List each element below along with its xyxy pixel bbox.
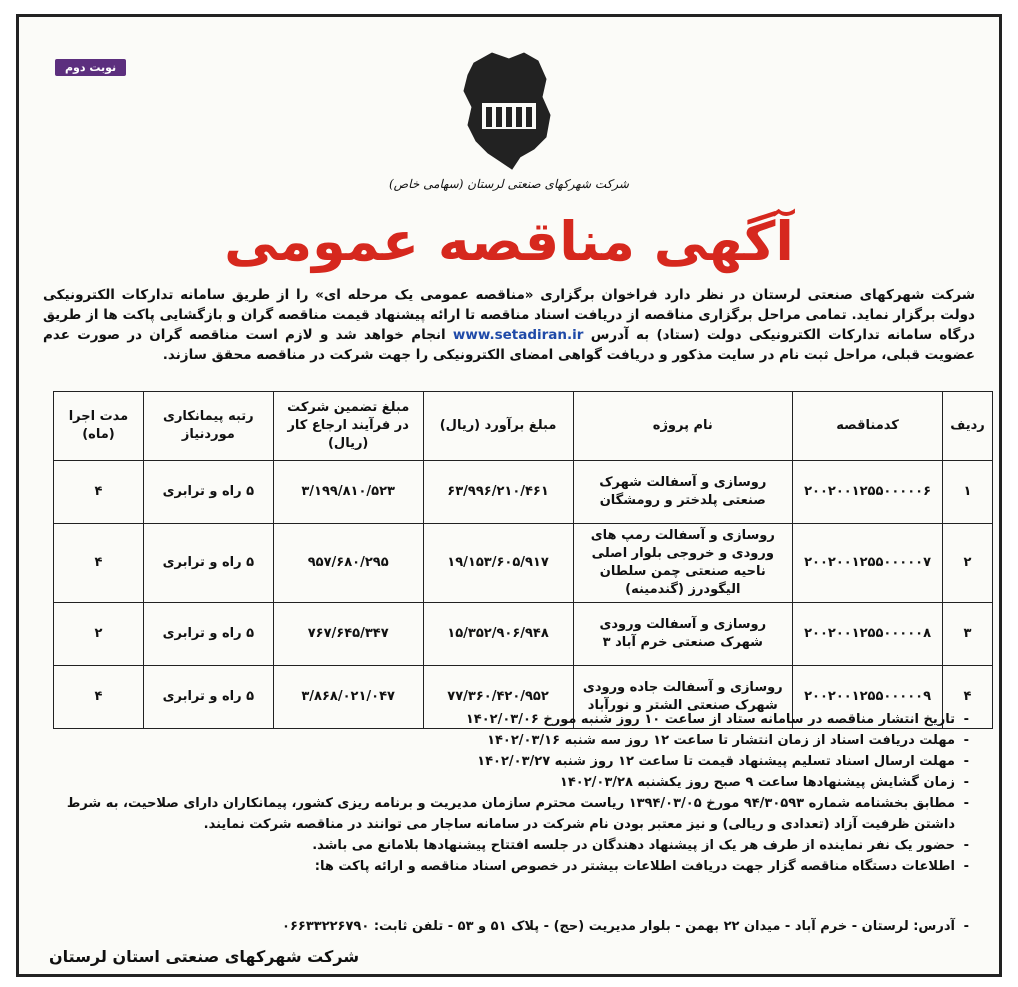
cell-guarantee: ۳/۸۶۸/۰۲۱/۰۴۷ [273,666,423,729]
header-row-number: ردیف [943,392,993,461]
table-row [54,603,993,666]
setadiran-link[interactable]: www.setadiran.ir [452,327,584,343]
cell-duration: ۴ [54,461,144,524]
cell-estimate: ۱۵/۳۵۲/۹۰۶/۹۴۸ [423,603,573,666]
logo-caption: شرکت شهرکهای صنعتی لرستان (سهامی خاص) [388,177,629,191]
table-row [54,524,993,603]
cell-project-name: روسازی و آسفالت ورودی شهرک صنعتی خرم آباد ۳ [573,603,793,666]
cell-project-name: روسازی و آسفالت جاده ورودی شهرک صنعتی الشتر و نورآباد [573,666,793,729]
cell-duration: ۴ [54,524,144,603]
note-contact-info: - اطلاعات دستگاه مناقصه گزار جهت دریافت اطلاعات بیشتر در خصوص اسناد مناقصه و ارائه پاکت ها: [47,856,971,877]
second-publication-badge: نوبت دوم [55,59,126,76]
header-estimate: مبلغ برآورد (ریال) [423,392,573,461]
cell-contractor-grade: ۵ راه و ترابری [143,524,273,603]
note-document-deadline: - مهلت دریافت اسناد از زمان انتشار تا ساعت ۱۲ روز سه شنبه ۱۴۰۲/۰۳/۱۶ [47,730,971,751]
cell-contractor-grade: ۵ راه و ترابری [143,461,273,524]
cell-contractor-grade: ۵ راه و ترابری [143,603,273,666]
iran-map-factory-logo-icon [454,45,564,175]
cell-tender-code: ۲۰۰۲۰۰۱۲۵۵۰۰۰۰۰۹ [793,666,943,729]
note-opening-time: - زمان گشایش پیشنهادها ساعت ۹ صبح روز یکشنبه ۱۴۰۲/۰۳/۲۸ [47,772,971,793]
cell-estimate: ۷۷/۳۶۰/۴۲۰/۹۵۲ [423,666,573,729]
cell-contractor-grade: ۵ راه و ترابری [143,666,273,729]
cell-row-number: ۴ [943,666,993,729]
cell-row-number: ۱ [943,461,993,524]
cell-estimate: ۶۳/۹۹۶/۲۱۰/۴۶۱ [423,461,573,524]
intro-text-part-2: انجام خواهد شد و لازم است مناقصه گران در صورت عدم عضویت قبلی، مراحل ثبت نام در سایت مذکور و دریافت گواهی امضای الکترونیکی را جهت شرکت در مناقصه محقق سازند. [43,327,975,363]
notice-title: آگهی مناقصه عمومی [224,210,794,273]
note-publish-date: - تاریخ انتشار مناقصه در سامانه ستاد از ساعت ۱۰ روز شنبه مورخ ۱۴۰۲/۰۳/۰۶ [47,709,971,730]
cell-estimate: ۱۹/۱۵۳/۶۰۵/۹۱۷ [423,524,573,603]
table-header-row [54,392,993,461]
note-eligibility: - مطابق بخشنامه شماره ۹۴/۳۰۵۹۳ مورخ ۱۳۹۴/۰۳/۰۵ ریاست محترم سازمان مدیریت و برنامه ریزی کشور، پیمانکاران دارای صلاحیت، به شرط داشتن ظرفیت آزاد (تعدادی و ریالی) و نیز معتبر بودن نام شرکت در سامانه ساجار می توانند در مناقصه شرکت نمایند. [47,793,971,835]
header-project-name: نام پروژه [573,392,793,461]
note-submission-deadline: - مهلت ارسال اسناد تسلیم پیشنهاد قیمت تا ساعت ۱۲ روز شنبه ۱۴۰۲/۰۳/۲۷ [47,751,971,772]
company-signature: شرکت شهرکهای صنعتی استان لرستان [49,947,360,966]
cell-guarantee: ۹۵۷/۶۸۰/۲۹۵ [273,524,423,603]
cell-tender-code: ۲۰۰۲۰۰۱۲۵۵۰۰۰۰۰۷ [793,524,943,603]
tender-table [53,391,993,729]
notes-list [47,709,971,877]
intro-text-part-1: شرکت شهرکهای صنعتی لرستان در نظر دارد فراخوان برگزاری «مناقصه عمومی یک مرحله ای» را از طریق سامانه تدارکات الکترونیکی دولت برگزار نماید. تمامی مراحل برگزاری مناقصه از دریافت اسناد مناقصه تا ارائه پیشنهاد قیمت مناقصه گران و بازگشایی پاکت ها از طریق درگاه سامانه تدارکات الکترونیکی دولت (ستاد) به آدرس [43,287,975,343]
cell-project-name: روسازی و آسفالت رمپ های ورودی و خروجی بلوار اصلی ناحیه صنعتی چمن سلطان الیگودرز (گندمینه) [573,524,793,603]
cell-duration: ۴ [54,666,144,729]
company-logo-block [19,45,999,191]
cell-tender-code: ۲۰۰۲۰۰۱۲۵۵۰۰۰۰۰۶ [793,461,943,524]
cell-duration: ۲ [54,603,144,666]
notice-frame [16,14,1002,977]
contact-address: - آدرس: لرستان - خرم آباد - میدان ۲۲ بهمن - بلوار مدیریت (حج) - پلاک ۵۱ و ۵۳ - تلفن ثابت: ۰۶۶۳۳۲۲۶۷۹۰ [47,919,971,934]
cell-row-number: ۳ [943,603,993,666]
header-contractor-grade: رتبه پیمانکاری موردنیاز [143,392,273,461]
cell-project-name: روسازی و آسفالت شهرک صنعتی پلدختر و رومشگان [573,461,793,524]
header-tender-code: کدمناقصه [793,392,943,461]
table-row [54,461,993,524]
header-guarantee: مبلغ تضمین شرکت در فرآیند ارجاع کار (ریال) [273,392,423,461]
header-duration: مدت اجرا (ماه) [54,392,144,461]
note-attendance: - حضور یک نفر نماینده از طرف هر یک از پیشنهاد دهندگان در جلسه افتتاح پیشنهادها بلامانع می باشد. [47,835,971,856]
cell-tender-code: ۲۰۰۲۰۰۱۲۵۵۰۰۰۰۰۸ [793,603,943,666]
cell-row-number: ۲ [943,524,993,603]
cell-guarantee: ۳/۱۹۹/۸۱۰/۵۲۳ [273,461,423,524]
intro-paragraph [43,285,975,365]
cell-guarantee: ۷۶۷/۶۴۵/۳۴۷ [273,603,423,666]
